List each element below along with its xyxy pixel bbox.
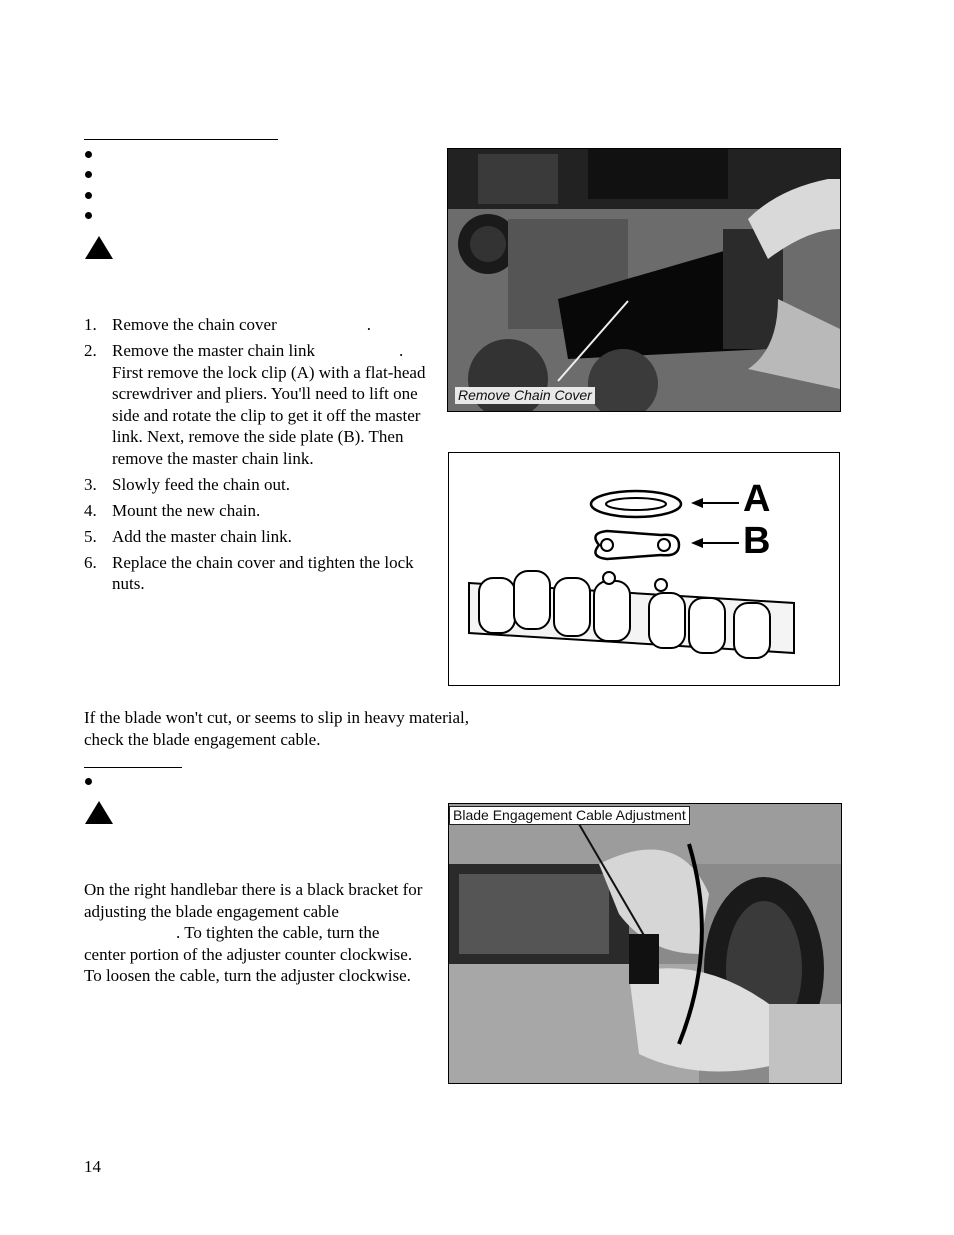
list-item xyxy=(84,500,434,522)
chain-cover-caption: Remove Chain Cover xyxy=(455,387,595,404)
step-text: Mount the new chain. xyxy=(112,500,261,520)
step-number: 1. xyxy=(84,315,97,334)
page-number: 14 xyxy=(84,1157,101,1176)
adjust-text-start: On the right handlebar there is a black bracket for adjusting the blade engagement cable xyxy=(84,880,423,921)
list-item xyxy=(84,526,434,548)
step-tail: . xyxy=(366,315,371,334)
step-number: 5. xyxy=(84,526,97,546)
adjust-text-end: . To tighten the cable, turn the center portion of the adjuster counter clockwise. To loosen the cable, turn the adjuster clockwise. xyxy=(84,923,413,985)
chain-cover-photo xyxy=(447,148,841,412)
bullet-marker xyxy=(85,192,92,199)
step-continuation: First remove the lock clip (A) with a flat-head screwdriver and pliers. You'll need to lift one side and rotate the clip to get it off the master link. Next, remove the side plate (B). Then remove the master chain link. xyxy=(112,362,426,468)
list-item xyxy=(84,474,434,496)
step-text: Replace the chain cover and tighten the lock nuts. xyxy=(112,552,414,593)
warning-triangle-icon xyxy=(85,236,113,259)
bullet-marker xyxy=(85,171,92,178)
step-number: 4. xyxy=(84,500,97,520)
label-b: B xyxy=(743,520,771,562)
step-text: Remove the chain cover xyxy=(112,315,277,334)
step-number: 2. xyxy=(84,341,97,360)
step-tail: . xyxy=(399,341,404,360)
bullet-marker xyxy=(85,151,92,158)
cable-adjustment-caption: Blade Engagement Cable Adjustment xyxy=(449,806,690,825)
label-a: A xyxy=(743,478,771,520)
list-item xyxy=(84,340,428,469)
warning-triangle-icon xyxy=(85,801,113,824)
bullet-marker xyxy=(85,212,92,219)
chain-replacement-steps xyxy=(84,314,434,599)
master-link-diagram xyxy=(448,452,840,686)
cable-adjustment-photo xyxy=(448,803,842,1084)
bullet-marker xyxy=(85,778,92,785)
step-text: Slowly feed the chain out. xyxy=(112,474,290,494)
cable-adjustment-paragraph xyxy=(84,879,424,987)
list-item xyxy=(84,552,422,595)
chain-cover-illustration xyxy=(448,149,840,411)
chain-diagram-illustration xyxy=(449,453,839,685)
step-number: 6. xyxy=(84,552,97,572)
cable-adjustment-illustration xyxy=(449,804,841,1083)
step-number: 3. xyxy=(84,474,97,494)
step-text: Add the master chain link. xyxy=(112,526,292,546)
list-item xyxy=(84,314,434,336)
blade-intro-paragraph: If the blade won't cut, or seems to slip in heavy material, check the blade engagement cable. xyxy=(84,708,469,749)
section-heading-rule xyxy=(84,139,278,140)
step-text: Remove the master chain link xyxy=(112,341,315,360)
section-heading-rule xyxy=(84,767,182,768)
